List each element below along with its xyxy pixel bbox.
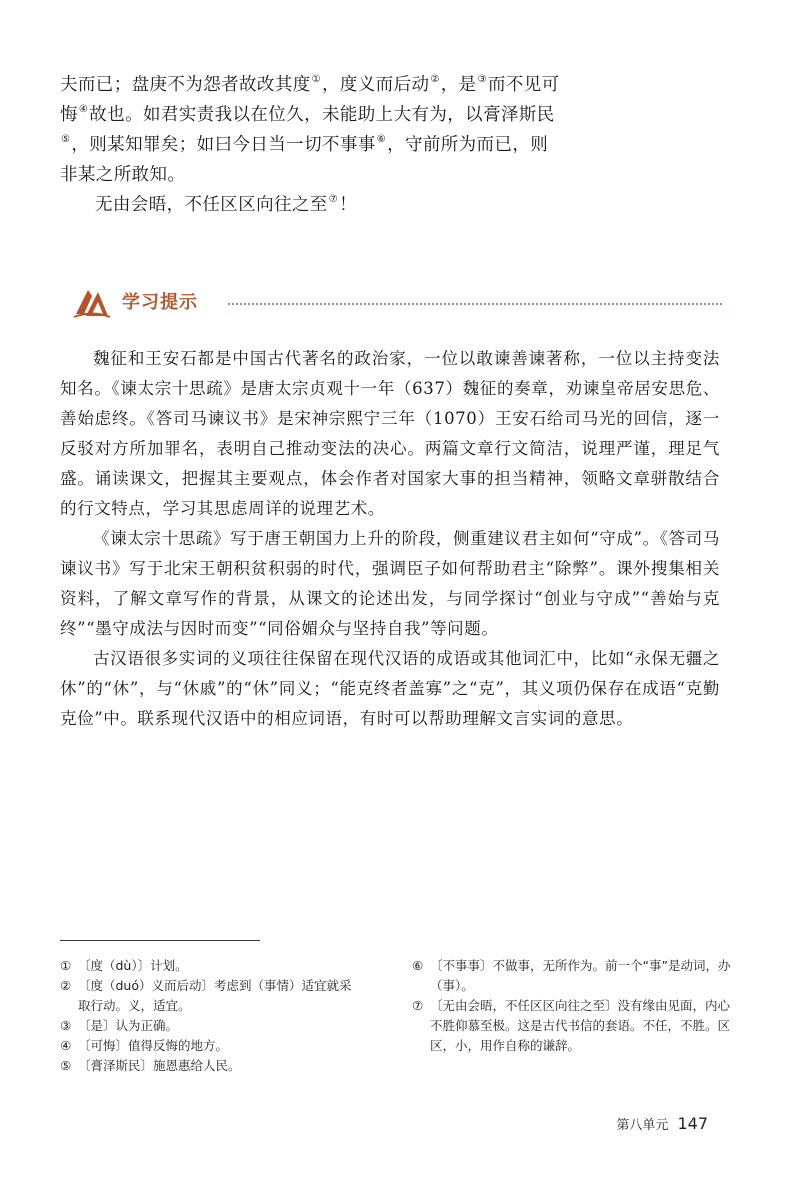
footnote-text: 〔度（dù）〕计划。 (78, 958, 188, 973)
footnote-5 (60, 1056, 360, 1076)
main-text (60, 70, 560, 220)
footnote-ref-7[interactable]: ⑦ (328, 194, 339, 205)
page-number: 147 (677, 1114, 708, 1133)
text-span: ，度义而后动 (321, 75, 430, 95)
text-span: 夫而已；盘庚不为怨者故改其度 (60, 75, 311, 95)
footnote-7 (412, 996, 732, 1056)
study-tips-body (60, 344, 720, 734)
tips-paragraph-3: 古汉语很多实词的义项往往保留在现代汉语的成语或其他词汇中，比如“永保无疆之休”的“休”，与“休戚”的“休”同义；“能克终者盖寡”之“克”，其义项仍保存在成语“克勤克俭”中。联系现代汉语中的相应词语，有时可以帮助理解文言实词的意思。 (60, 649, 720, 728)
tips-paragraph-2: 《谏太宗十思疏》写于唐王朝国力上升的阶段，侧重建议君主如何“守成”。《答司马谏议书》写于北宋王朝积贫积弱的时代，强调臣子如何帮助君主“除弊”。课外搜集相关资料，了解文章写作的背景，从课文的论述出发，与同学探讨“创业与守成”“善始与克终”“墨守成法与因时而变”“同俗媚众与坚持自我”等问题。 (60, 529, 720, 638)
footnote-rule (60, 940, 260, 941)
footnote-text: 〔膏泽斯民〕施恩惠给人民。 (78, 1058, 241, 1073)
footnote-ref-4[interactable]: ④ (78, 104, 89, 115)
footnote-1 (60, 956, 360, 976)
footnote-text: 〔无由会晤，不任区区向往之至〕没有缘由见面，内心不胜仰慕至极。这是古代书信的套语。不任，不胜。区区，小，用作自称的谦辞。 (430, 998, 731, 1053)
text-span: ，守前所为而已，则非某之所敢知。 (60, 135, 549, 185)
text-span: 故也。如君实责我以在位久，未能助上大有为，以膏泽斯民 (89, 105, 555, 125)
footnote-ref-3[interactable]: ③ (477, 74, 487, 85)
study-tips-header (72, 282, 722, 326)
footnote-number: ⑦ (412, 998, 424, 1013)
footnote-ref-2[interactable]: ② (430, 74, 440, 85)
footnote-2 (60, 976, 360, 1016)
footnote-text: 〔不事事〕不做事，无所作为。前一个“事”是动词，办（事）。 (430, 958, 731, 993)
footnote-text: 〔度（duó）义而后动〕考虑到（事情）适宜就采取行动。义，适宜。 (78, 978, 352, 1013)
footnote-text: 〔是〕认为正确。 (78, 1018, 179, 1033)
footnote-6 (412, 956, 732, 996)
text-span: 而不见可悔 (60, 75, 560, 125)
dotted-divider (228, 303, 722, 305)
footnote-ref-5[interactable]: ⑤ (61, 134, 71, 145)
footnotes-left (60, 956, 360, 1076)
main-paragraph-2 (60, 190, 560, 220)
footnote-number: ② (60, 978, 72, 993)
footnote-number: ⑤ (60, 1058, 72, 1073)
tips-paragraph-1: 魏征和王安石都是中国古代著名的政治家，一位以敢谏善谏著称，一位以主持变法知名。《谏太宗十思疏》是唐太宗贞观十一年（637）魏征的奏章，劝谏皇帝居安思危、善始虑终。《答司马谏议书》是宋神宗熙宁三年（1070）王安石给司马光的回信，逐一反驳对方所加罪名，表明自己推动变法的决心。两篇文章行文简洁，说理严谨，理足气盛。诵读课文，把握其主要观点，体会作者对国家大事的担当精神，领略文章骈散结合的行文特点，学习其思虑周详的说理艺术。 (60, 349, 720, 518)
footnote-number: ③ (60, 1018, 72, 1033)
text-span: ，是 (440, 75, 477, 95)
footnote-number: ⑥ (412, 958, 424, 973)
footnote-text: 〔可悔〕值得反悔的地方。 (78, 1038, 229, 1053)
footnotes-right (412, 956, 732, 1056)
study-tips-logo-icon (72, 284, 112, 320)
unit-label: 第八单元 (616, 1118, 669, 1133)
text-span: ！ (339, 195, 357, 215)
text-span: 无由会晤，不任区区向往之至 (95, 195, 328, 215)
footnote-ref-6[interactable]: ⑥ (376, 134, 387, 145)
study-tips-title: 学习提示 (122, 292, 198, 313)
footnote-4 (60, 1036, 360, 1056)
footnote-number: ① (60, 958, 72, 973)
footnote-ref-1[interactable]: ① (311, 74, 321, 85)
footnote-number: ④ (60, 1038, 72, 1053)
text-span: ，则某知罪矣；如曰今日当一切不事事 (71, 135, 376, 155)
footnote-3 (60, 1016, 360, 1036)
page-footer (616, 1114, 708, 1133)
main-paragraph-1 (60, 70, 560, 190)
